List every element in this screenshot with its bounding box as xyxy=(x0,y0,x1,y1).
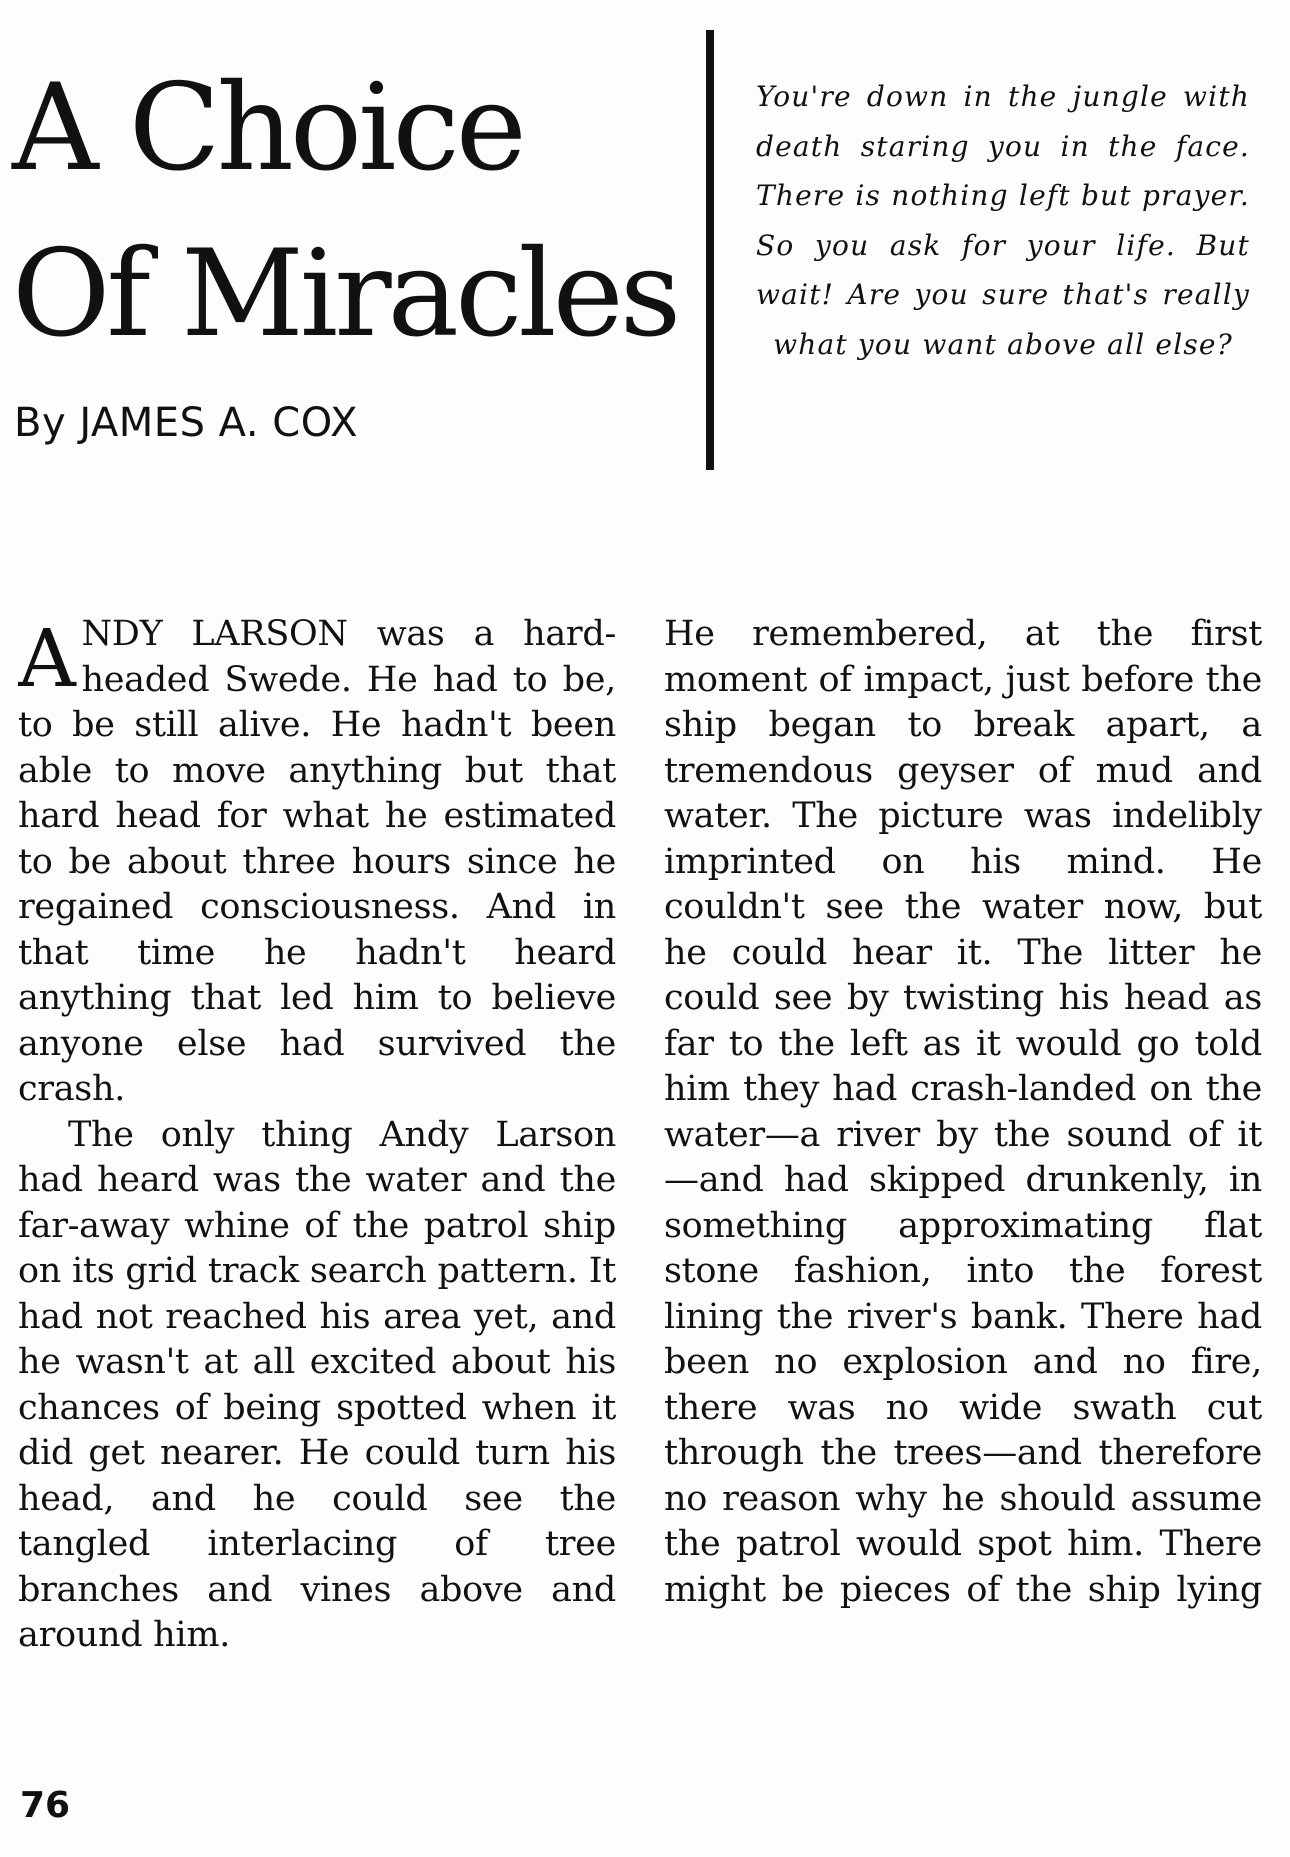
paragraph-text: NDY LARSON was a hard-headed Swede. He had to be, to be still alive. He hadn't been able to move anything but that hard head for what he estimated to be about three hours since he regained consciousness. And in that time he hadn't heard anything that led him to believe anyone else had survived the crash. xyxy=(18,614,616,1109)
paragraph: He remembered, at the first moment of impact, just before the ship began to break apart, a tremendous geyser of mud and water. The picture was indelibly imprinted on his mind. He couldn't see the water now, but he could hear it. The litter he could see by twisting his head as far to the left as it would go told him they had crash-landed on the water—a river by the sound of it—and had skipped drunkenly, in something approximating flat stone fashion, into the forest lining the river's bank. There had been no explosion and no fire, there was no wide swath cut through the trees—and therefore no reason why he should assume the patrol would spot him. There might be pieces of the ship lying xyxy=(664,614,1262,1610)
story-title xyxy=(12,46,692,378)
page-number: 76 xyxy=(20,1785,71,1826)
paragraph: The only thing Andy Larson had heard was the water and the far-away whine of the patrol ship on its grid track search pattern. It had not reached his area yet, and he wasn't at all excited about his chances of being spotted when it did get nearer. He could turn his head, and he could see the tangled interlacing of tree branches and vines above and around him. xyxy=(18,1114,616,1655)
drop-cap: A xyxy=(18,612,76,705)
paragraph xyxy=(18,612,616,1113)
body-column-left xyxy=(18,612,616,1762)
teaser-blurb: You're down in the jungle with death staring you in the face. There is nothing left but prayer. So you ask for your life. But wait! Are you sure that's really what you want above all else? xyxy=(756,80,1250,361)
body-column-right xyxy=(664,612,1262,1762)
story-title-line-1: A Choice xyxy=(12,59,523,198)
vertical-divider-rule xyxy=(706,30,714,470)
story-title-line-2: Of Miracles xyxy=(12,225,678,364)
byline: By JAMES A. COX xyxy=(14,400,359,446)
